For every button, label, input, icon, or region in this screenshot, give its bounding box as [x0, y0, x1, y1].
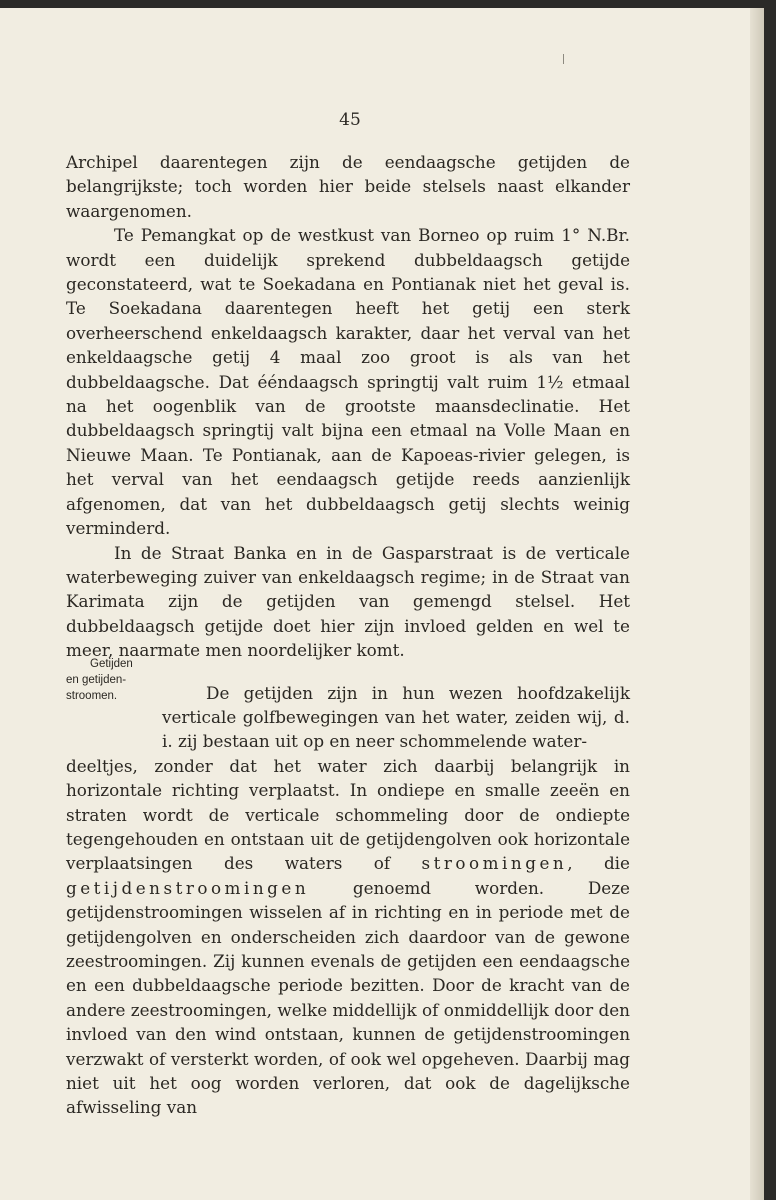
- page-number: 45: [339, 110, 361, 130]
- paragraph-4-comma: , die: [567, 853, 630, 874]
- paragraph-4-start: De getijden zijn in hun wezen hoofdzakelijk verticale golfbewegingen van het water, zeiden wij, d. i. zij bestaan uit op en neer schommelende water-: [162, 682, 630, 752]
- paragraph-4-end: genoemd worden. Deze getijdenstroomingen wisselen af in richting en in periode met de getijdengolven en onderscheiden zich daardoor van de gewone zeestroomingen. Zij kunnen evenals de getijden een eendaagsche en een dubbeldaagsche periode bezitten. Door de kracht van de andere zeestroomingen, welke middellijk of onmiddellijk door den invloed van den wind ontstaan, kunnen de getijdenstroomingen verzwakt of versterkt worden, of ook wel opgeheven. Daarbij mag niet uit het oog worden verloren, dat ook de dagelijksche afwisseling van: [66, 877, 630, 1118]
- paragraph-1: Archipel daarentegen zijn de eendaagsche getijden de belangrijkste; toch worden hier beide stelsels naast elkander waargenomen.: [66, 152, 630, 221]
- paragraph-2: Te Pemangkat op de westkust van Borneo op ruim 1° N.Br. wordt een duidelijk sprekend dubbeldaagsch getijde geconstateerd, wat te Soekadana en Pontianak niet het geval is. Te Soekadana daarentegen heeft het getij een sterk overheerschend enkeldaagsch karakter, daar het verval van het enkeldaagsche getij 4 maal zoo groot is als van het dubbeldaagsche. Dat ééndaagsch springtij valt ruim 1½ etmaal na het oogenblik van de grootste maansdeclinatie. Het dubbeldaagsch springtij valt bijna een etmaal na Volle Maan en Nieuwe Maan. Te Pontianak, aan de Kapoeas-rivier gelegen, is het verval van het eendaagsch getijde reeds aanzienlijk afgenomen, dat van het dubbeldaagsch getij slechts weinig verminderd.: [66, 225, 630, 539]
- spaced-word-getijdenstroomingen: getijdenstroomingen: [66, 877, 310, 898]
- paper-mark: [563, 54, 564, 64]
- paragraph-3: In de Straat Banka en in de Gasparstraat is de verticale waterbeweging zuiver van enkeldaagsch regime; in de Straat van Karimata zijn de getijden van gemengd stelsel. Het dubbeldaagsch getijde doet hier zijn invloed gelden en wel te meer, naarmate men noordelijker komt.: [66, 542, 630, 661]
- margin-note-line-2: en getijden-: [66, 674, 127, 686]
- paragraph-4-middle: deeltjes, zonder dat het water zich daarbij belangrijk in horizontale richting verplaatst. In ondiepe en smalle zeeën en straten wordt de verticale schommeling door de ondiepte tegengehouden en ontstaan uit de getijdengolven ook horizontale verplaatsingen des waters of: [66, 755, 630, 874]
- margin-note-line-1: Getijden: [90, 658, 133, 670]
- spaced-word-stroomingen: stroomingen: [421, 853, 568, 874]
- document-page: [0, 8, 764, 1200]
- body-text: [66, 150, 630, 1120]
- paragraph-4: [66, 681, 630, 1120]
- margin-note-line-3: stroomen.: [66, 690, 118, 702]
- page-edge-shadow: [750, 8, 764, 1200]
